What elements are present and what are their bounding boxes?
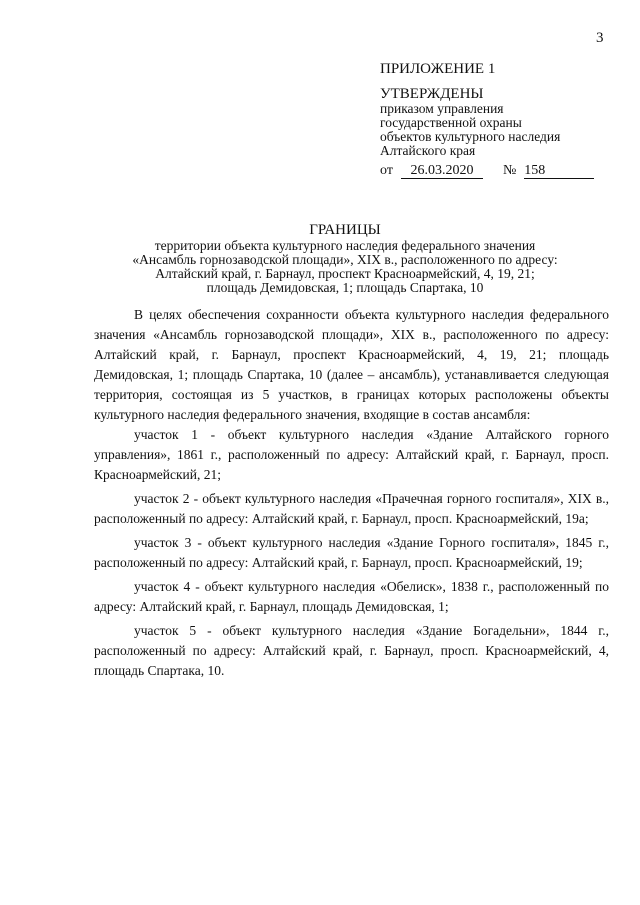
title-line: «Ансамбль горнозаводской площади», XIX в., расположенного по адресу: (132, 252, 558, 267)
title-line: Алтайский край, г. Барнаул, проспект Красноармейский, 4, 19, 21; (155, 266, 535, 281)
approval-line: объектов культурного наследия (380, 129, 561, 144)
order-date: 26.03.2020 (401, 163, 483, 179)
from-label: от (380, 163, 393, 178)
number-label: № (502, 163, 517, 178)
section-paragraph-4: участок 4 - объект культурного наследия «Обелиск», 1838 г., расположенный по адресу: Алтайский край, г. Барнаул, площадь Демидовская, 1; (94, 579, 609, 614)
approval-block (380, 60, 620, 180)
title-line: территории объекта культурного наследия федерального значения (154, 238, 536, 253)
page-number: 3 (596, 30, 604, 46)
approval-line: государственной охраны (380, 115, 522, 130)
approval-line: Алтайского края (380, 143, 476, 158)
approval-line: приказом управления (380, 101, 504, 116)
order-date-number-row (380, 162, 620, 180)
body-text (94, 305, 609, 685)
title-block (80, 222, 610, 295)
title-line: площадь Демидовская, 1; площадь Спартака, 10 (206, 280, 484, 295)
document-title: ГРАНИЦЫ (309, 222, 381, 238)
intro-paragraph: В целях обеспечения сохранности объекта культурного наследия федерального значения «Ансамбль горнозаводской площади», XIX в., расположенного по адресу: Алтайский край, г. Барнаул, проспект Красноармейский, 4, 19, 21; площадь Демидовская, 1; площадь Спартака, 10 (далее – ансамбль), устанавливается следующая территория, состоящая из 5 участков, в границах которых расположены объекты культурного наследия федерального значения, входящие в состав ансамбля: (94, 307, 609, 422)
section-paragraph-3: участок 3 - объект культурного наследия «Здание Горного госпиталя», 1845 г., расположенный по адресу: Алтайский край, г. Барнаул, просп. Красноармейский, 19; (94, 535, 609, 570)
section-paragraph-5: участок 5 - объект культурного наследия «Здание Богадельни», 1844 г., расположенный по адресу: Алтайский край, г. Барнаул, просп. Красноармейский, 4, площадь Спартака, 10. (94, 623, 609, 678)
section-paragraph-2: участок 2 - объект культурного наследия «Прачечная горного госпиталя», XIX в., расположенный по адресу: Алтайский край, г. Барнаул, просп. Красноармейский, 19а; (94, 491, 609, 526)
section-paragraph-1: участок 1 - объект культурного наследия «Здание Алтайского горного управления», 1861 г., расположенный по адресу: Алтайский край, г. Барнаул, просп. Красноармейский, 21; (94, 427, 609, 482)
order-number: 158 (524, 163, 594, 179)
appendix-label: ПРИЛОЖЕНИЕ 1 (380, 61, 496, 77)
approved-label: УТВЕРЖДЕНЫ (380, 86, 484, 102)
